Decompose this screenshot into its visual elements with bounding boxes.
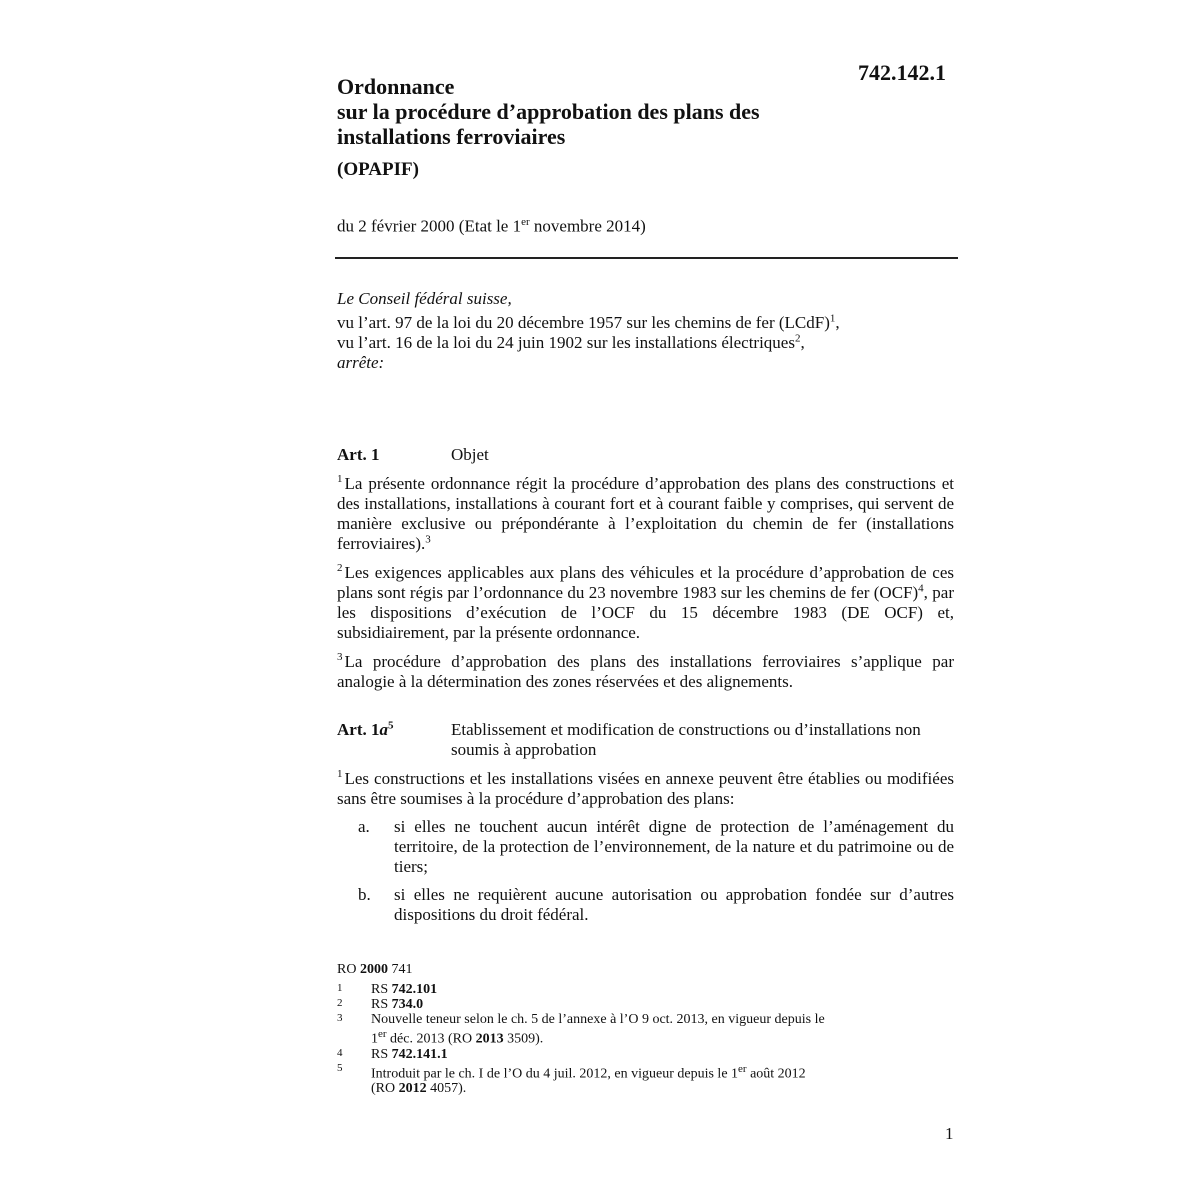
footnote-line-2	[371, 1081, 917, 1096]
source-page: 741	[391, 962, 413, 977]
paragraph-text: Les constructions et les installations visées en annexe peuvent être établies ou modifiées sans être soumises à la procédure d’approbation des plans:	[337, 769, 954, 808]
paragraph-text-a: Les exigences applicables aux plans des véhicules et la procédure d’approbation de ces plans sont régis par l’ordonnance du 23 novembre 1983 sur les chemins de fer (OCF)	[337, 563, 954, 602]
footnote-ref-5[interactable]: 5	[387, 719, 394, 732]
footnote-year: 2013	[475, 1031, 504, 1047]
sr-number: 742.142.1	[858, 60, 946, 85]
footnote-ref-3[interactable]: 3	[425, 533, 431, 546]
footnote-number: 5	[337, 1061, 343, 1074]
footnote-text	[371, 1012, 917, 1047]
preamble-decree: arrête:	[337, 353, 385, 372]
preamble-basis-2	[337, 333, 957, 353]
paragraph-text: La présente ordonnance régit la procédure d’approbation des plans des constructions et des installations, installations à courant fort et à courant faible y comprises, qui servent de manière exclusive ou prépondérante à l’exploitation du chemin de fer (installations ferroviaires).	[337, 474, 954, 553]
title-line-3: installations ferroviaires	[337, 124, 566, 149]
footnote-5	[337, 1062, 917, 1097]
paragraph-text-b: , par les dispositions d’exécution de l’OCF du 15 décembre 1983 (DE OCF) et, subsidiairement, par la présente ordonnance.	[337, 583, 954, 642]
preamble-basis-1	[337, 313, 957, 333]
article-1a-number	[337, 720, 451, 760]
list-letter: b.	[358, 885, 371, 904]
footnote-4	[337, 1047, 917, 1062]
article-1-paragraph-3	[337, 652, 954, 692]
footnote-text-end: août 2012	[746, 1066, 806, 1082]
date-suffix: novembre 2014)	[529, 216, 646, 236]
source-reference	[337, 962, 917, 977]
article-1-number: Art. 1	[337, 445, 380, 464]
footnote-text-end: 3509).	[503, 1031, 544, 1047]
list-item	[337, 885, 954, 925]
footnote-link[interactable]: 742.101	[391, 982, 438, 997]
paragraph-text: La procédure d’approbation des plans des installations ferroviaires s’applique par analogie à la détermination des zones réservées et des alignements.	[337, 652, 954, 691]
footnote-line-2	[371, 1027, 917, 1047]
footnote-day: 1	[371, 1031, 378, 1047]
article-1a-subject: Etablissement et modification de constructions ou d’installations non soumis à approbation	[451, 720, 921, 759]
footnote-number: 3	[337, 1012, 343, 1024]
footnote-year: 2012	[398, 1081, 427, 1097]
preamble-basis-2-text: vu l’art. 16 de la loi du 24 juin 1902 sur les installations électriques	[337, 333, 795, 352]
footnote-2	[337, 997, 917, 1012]
list-text: si elles ne requièrent aucune autorisation ou approbation fondée sur d’autres dispositions du droit fédéral.	[394, 885, 954, 924]
article-1a-number-text: Art. 1	[337, 720, 380, 739]
page-number: 1	[945, 1124, 954, 1143]
preamble	[337, 289, 957, 373]
preamble-basis-1-text: vu l’art. 97 de la loi du 20 décembre 1957 sur les chemins de fer (LCdF)	[337, 313, 830, 332]
footnote-number: 2	[337, 997, 343, 1009]
footnote-line-1	[371, 1062, 917, 1082]
article-1a	[337, 720, 954, 925]
footnote-text-part: Introduit par le ch. I de l’O du 4 juil. 2012, en vigueur depuis le 1	[371, 1066, 739, 1082]
footnote-3	[337, 1012, 917, 1047]
article-1-heading	[337, 445, 954, 465]
footnote-text	[371, 1062, 917, 1097]
date-line	[337, 216, 646, 237]
title-line-2: sur la procédure d’approbation des plans des	[337, 99, 760, 124]
paragraph-number: 3	[337, 651, 343, 664]
footnote-link[interactable]: 742.141.1	[391, 1046, 448, 1062]
article-1a-number-suffix: a	[379, 720, 388, 739]
footnote-text-part: (RO	[371, 1081, 399, 1097]
footnote-text	[371, 1047, 917, 1062]
header-rule	[335, 257, 958, 259]
footnote-number: 1	[337, 982, 343, 994]
footnote-link[interactable]: 734.0	[391, 997, 424, 1012]
footnote-ref-4[interactable]: 4	[918, 582, 924, 595]
footnote-text-part: déc. 2013 (RO	[386, 1031, 476, 1047]
source-ro: RO	[337, 962, 357, 977]
title-block	[337, 74, 857, 181]
preamble-basis-2-end: ,	[800, 333, 805, 352]
list-letter: a.	[358, 817, 370, 836]
date-superscript: er	[521, 216, 530, 228]
footnote-line-1: Nouvelle teneur selon le ch. 5 de l’annexe à l’O 9 oct. 2013, en vigueur depuis le	[371, 1012, 825, 1027]
footnotes	[337, 962, 917, 1096]
footnote-ref-2[interactable]: 2	[794, 332, 801, 345]
title-line-1: Ordonnance	[337, 74, 455, 99]
short-title: (OPAPIF)	[337, 159, 419, 180]
preamble-authority: Le Conseil fédéral suisse,	[337, 289, 512, 308]
footnote-text	[371, 982, 917, 997]
footnote-text-end: 4057).	[426, 1081, 467, 1097]
list-item	[337, 817, 954, 877]
paragraph-number: 2	[337, 562, 343, 575]
source-year: 2000	[359, 962, 388, 977]
article-1-paragraph-2	[337, 563, 954, 643]
paragraph-number: 1	[337, 473, 343, 486]
date-prefix: du 2 février 2000 (Etat le 1	[337, 216, 522, 236]
article-1a-heading	[337, 720, 954, 760]
footnote-superscript: er	[738, 1062, 747, 1075]
article-1	[337, 445, 954, 692]
article-1-subject: Objet	[451, 445, 489, 464]
footnote-superscript: er	[378, 1028, 387, 1040]
preamble-basis-1-end: ,	[835, 313, 840, 332]
footnote-text	[371, 997, 917, 1012]
footnote-1	[337, 982, 917, 997]
paragraph-number: 1	[337, 768, 343, 781]
article-1a-paragraph-1	[337, 769, 954, 809]
footnote-prefix: RS	[371, 1046, 389, 1062]
footnote-prefix: RS	[371, 982, 389, 997]
footnote-prefix: RS	[371, 997, 389, 1012]
list-text: si elles ne touchent aucun intérêt digne de protection de l’aménagement du territoire, de la protection de l’environnement, de la nature et du patrimoine ou de tiers;	[394, 817, 954, 876]
footnote-ref-1[interactable]: 1	[829, 312, 836, 325]
article-1-paragraph-1	[337, 474, 954, 554]
footnote-number: 4	[337, 1046, 343, 1059]
